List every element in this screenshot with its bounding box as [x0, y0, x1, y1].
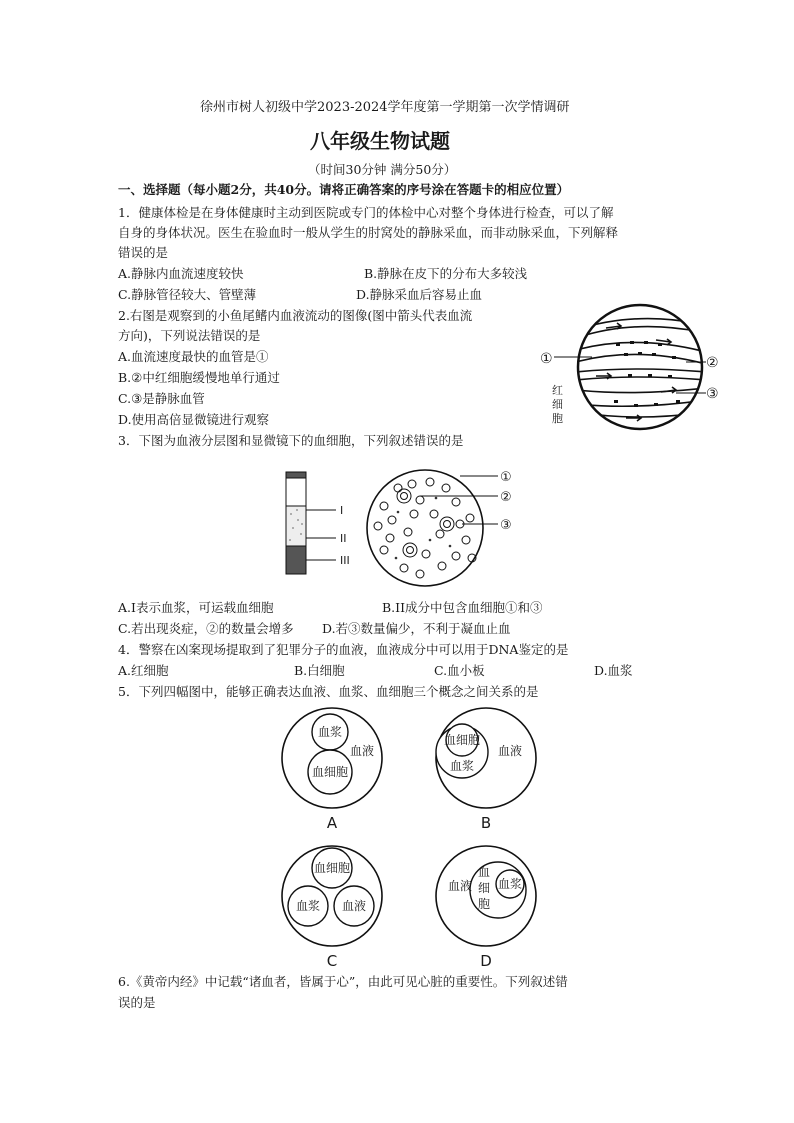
c-plasma-label: 血浆	[295, 899, 321, 913]
q2-label-3: ③	[706, 386, 719, 402]
concept-diagram-c	[280, 844, 386, 972]
d-cells-label-2: 细	[477, 881, 491, 895]
q3-label-2: ②	[500, 490, 512, 505]
q3-line1: 3．下图为血液分层图和显微镜下的血细胞，下列叙述错误的是	[118, 433, 464, 448]
q2-label-2: ②	[706, 355, 719, 371]
concept-diagram-d	[432, 844, 538, 972]
blood-layers-figure	[280, 462, 530, 594]
c-cells-label: 血细胞	[313, 861, 351, 875]
q3-layer-iii: III	[340, 554, 350, 567]
d-cells-label-1: 血	[477, 865, 491, 879]
a-cells-label: 血细胞	[311, 765, 349, 779]
a-blood-label: 血液	[349, 744, 375, 758]
q2-option-c: C.③是静脉血管	[118, 391, 205, 406]
b-cells-label: 血细胞	[443, 733, 481, 747]
q6-line1: 6.《黄帝内经》中记载“诸血者，皆属于心”，由此可见心脏的重要性。下列叙述错	[118, 974, 568, 989]
concept-diagram-b	[432, 706, 538, 834]
q1-line1: 1．健康体检是在身体健康时主动到医院或专门的体检中心对整个身体进行检查，可以了解	[118, 205, 614, 220]
q3-option-a: A.I表示血浆，可运载血细胞	[118, 600, 274, 615]
section-heading: 一、选择题（每小题2分，共40分。请将正确答案的序号涂在答题卡的相应位置）	[118, 182, 570, 197]
q2-rbc-label-3: 胞	[552, 412, 563, 425]
b-plasma-label: 血浆	[449, 759, 475, 773]
q1-option-a: A.静脉内血流速度较快	[118, 266, 244, 281]
q2-line2: 方向)，下列说法错误的是	[118, 328, 261, 343]
page-subtitle: （时间30分钟 满分50分）	[308, 162, 457, 177]
page-title: 八年级生物试题	[310, 129, 450, 153]
q2-label-1: ①	[540, 351, 553, 367]
q3-layer-i: I	[340, 504, 344, 517]
concept-diagram-a	[280, 706, 386, 834]
q2-option-b: B.②中红细胞缓慢地单行通过	[118, 370, 280, 385]
q4-option-a: A.红细胞	[118, 663, 169, 678]
b-blood-label: 血液	[497, 744, 523, 758]
a-figure-label: A	[326, 814, 338, 832]
d-cells-label-3: 胞	[477, 897, 491, 911]
q1-line2: 自身的身体状况。医生在验血时一般从学生的肘窝处的静脉采血，而非动脉采血，下列解释	[118, 225, 619, 240]
q1-option-b: B.静脉在皮下的分布大多较浅	[364, 266, 528, 281]
q2-option-d: D.使用高倍显微镜进行观察	[118, 412, 270, 427]
q3-option-d: D.若③数量偏少，不利于凝血止血	[322, 621, 511, 636]
b-figure-label: B	[480, 814, 492, 832]
q4-option-b: B.白细胞	[294, 663, 345, 678]
q2-rbc-label-1: 红	[552, 384, 563, 397]
q3-label-1: ①	[500, 470, 512, 485]
q4-line1: 4．警察在凶案现场提取到了犯罪分子的血液，血液成分中可以用于DNA鉴定的是	[118, 642, 569, 657]
q6-line2: 误的是	[118, 995, 156, 1010]
q2-rbc-label-2: 细	[552, 398, 563, 411]
q4-option-c: C.血小板	[434, 663, 485, 678]
q2-line1: 2.右图是观察到的小鱼尾鳍内血液流动的图像(图中箭头代表血流	[118, 308, 473, 323]
d-figure-label: D	[480, 952, 492, 970]
fish-tail-blood-flow-figure	[536, 300, 726, 434]
q3-label-3: ③	[500, 518, 512, 533]
q1-line3: 错误的是	[118, 245, 169, 260]
c-blood-label: 血液	[341, 899, 367, 913]
q2-option-a: A.血流速度最快的血管是①	[118, 349, 269, 364]
d-plasma-label: 血浆	[497, 877, 523, 891]
d-blood-label: 血液	[448, 879, 473, 893]
q4-option-d: D.血浆	[594, 663, 633, 678]
c-figure-label: C	[326, 952, 338, 970]
q3-layer-ii: II	[340, 532, 347, 545]
school-line: 徐州市树人初级中学2023-2024学年度第一学期第一次学情调研	[200, 100, 570, 115]
q3-option-b: B.II成分中包含血细胞①和③	[382, 600, 543, 615]
q5-line1: 5．下列四幅图中，能够正确表达血液、血浆、血细胞三个概念之间关系的是	[118, 684, 539, 699]
a-plasma-label: 血浆	[317, 725, 343, 739]
q1-option-d: D.静脉采血后容易止血	[356, 287, 483, 302]
q1-option-c: C.静脉管径较大、管壁薄	[118, 287, 257, 302]
q3-option-c: C.若出现炎症，②的数量会增多	[118, 621, 294, 636]
